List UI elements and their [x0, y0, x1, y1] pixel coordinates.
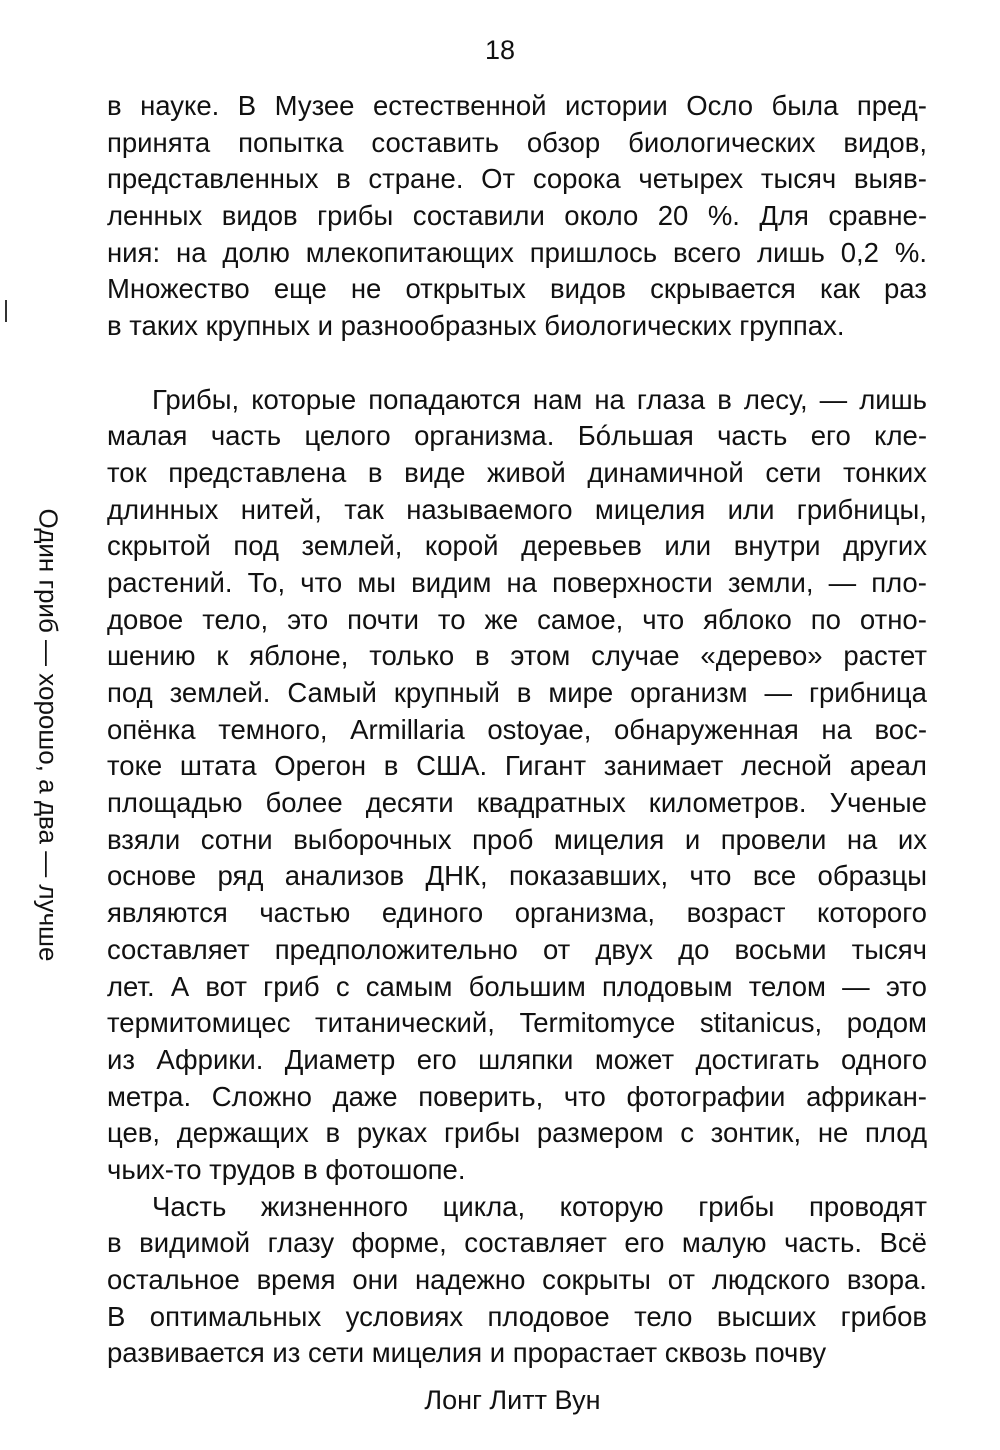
running-head — [25, 465, 71, 1005]
text-line: токе штата Орегон в США. Гигант занимает лесной ареал — [107, 750, 927, 782]
text-line: в видимой глазу форме, составляет его малую часть. Всё — [107, 1227, 927, 1259]
text-line: опёнка темного, Armillaria ostoyae, обнаруженная на вос- — [107, 713, 927, 745]
text-line: ток представлена в виде живой динамичной сети тонких — [107, 456, 927, 488]
text-line: взяли сотни выборочных проб мицелия и провели на их — [107, 823, 927, 855]
text-line: остальное время они надежно сокрыты от людского взора. — [107, 1264, 927, 1295]
text-line: представленных в стране. От сорока четырех тысяч выяв- — [107, 163, 927, 195]
text-line: Множество еще не открытых видов скрывается как раз — [107, 273, 927, 305]
text-line: шению к яблоне, только в этом случае «дерево» растет — [107, 640, 927, 672]
text-line: довое тело, это почти то же самое, что яблоко по отно- — [107, 603, 927, 635]
text-block — [107, 88, 927, 1372]
text-line: ленных видов грибы составили около 20 %. Для сравне- — [107, 200, 927, 232]
text-line: растений. То, что мы видим на поверхности земли, — пло- — [107, 566, 927, 598]
text-line: метра. Сложно даже поверить, что фотографии африкан- — [107, 1080, 927, 1112]
margin-mark — [5, 300, 7, 322]
text-line: в науке. В Музее естественной истории Осло была пред- — [107, 90, 927, 121]
text-line: основе ряд анализов ДНК, показавших, что все образцы — [107, 860, 927, 892]
text-line: термитомицес титанический, Termitomyce stitanicus, родом — [107, 1007, 927, 1039]
text-line: чьих-то трудов в фотошопе. — [107, 1153, 466, 1185]
text-line: длинных нитей, так называемого мицелия или грибницы, — [107, 493, 927, 525]
text-line: ния: на долю млекопитающих пришлось всего лишь 0,2 %. — [107, 236, 927, 268]
text-line: Грибы, которые попадаются нам на глаза в лесу, — лишь — [152, 383, 927, 415]
text-line: в таких крупных и разнообразных биологических группах. — [107, 310, 845, 342]
text-line: Часть жизненного цикла, которую грибы проводят — [152, 1190, 927, 1222]
text-line: развивается из сети мицелия и прорастает сквозь почву — [107, 1337, 827, 1369]
text-line: лет. А вот гриб с самым большим плодовым телом — это — [107, 970, 927, 1002]
paragraph — [107, 88, 927, 345]
text-line: из Африки. Диаметр его шляпки может достигать одного — [107, 1043, 927, 1075]
page-number: 18 — [484, 35, 516, 65]
text-line: В оптимальных условиях плодовое тело высших грибов — [107, 1300, 927, 1332]
author-footer: Лонг Литт Вун — [424, 1385, 601, 1415]
text-line: цев, держащих в руках грибы размером с зонтик, не плод — [107, 1117, 927, 1149]
paragraph — [107, 382, 927, 1189]
paragraph — [107, 1189, 927, 1372]
text-line: принята попытка составить обзор биологических видов, — [107, 126, 927, 158]
text-line: составляет предположительно от двух до восьми тысяч — [107, 933, 927, 965]
running-head-text: Один гриб — хорошо, а два — лучше — [33, 508, 63, 962]
text-line: являются частью единого организма, возраст которого — [107, 897, 927, 929]
paragraph-gap — [107, 345, 927, 382]
text-line: малая часть целого организма. Бóльшая часть его кле- — [107, 420, 927, 452]
text-line: под землей. Самый крупный в мире организм — грибница — [107, 677, 927, 708]
text-line: скрытой под землей, корой деревьев или внутри других — [107, 530, 927, 562]
text-line: площадью более десяти квадратных километров. Ученые — [107, 787, 927, 819]
